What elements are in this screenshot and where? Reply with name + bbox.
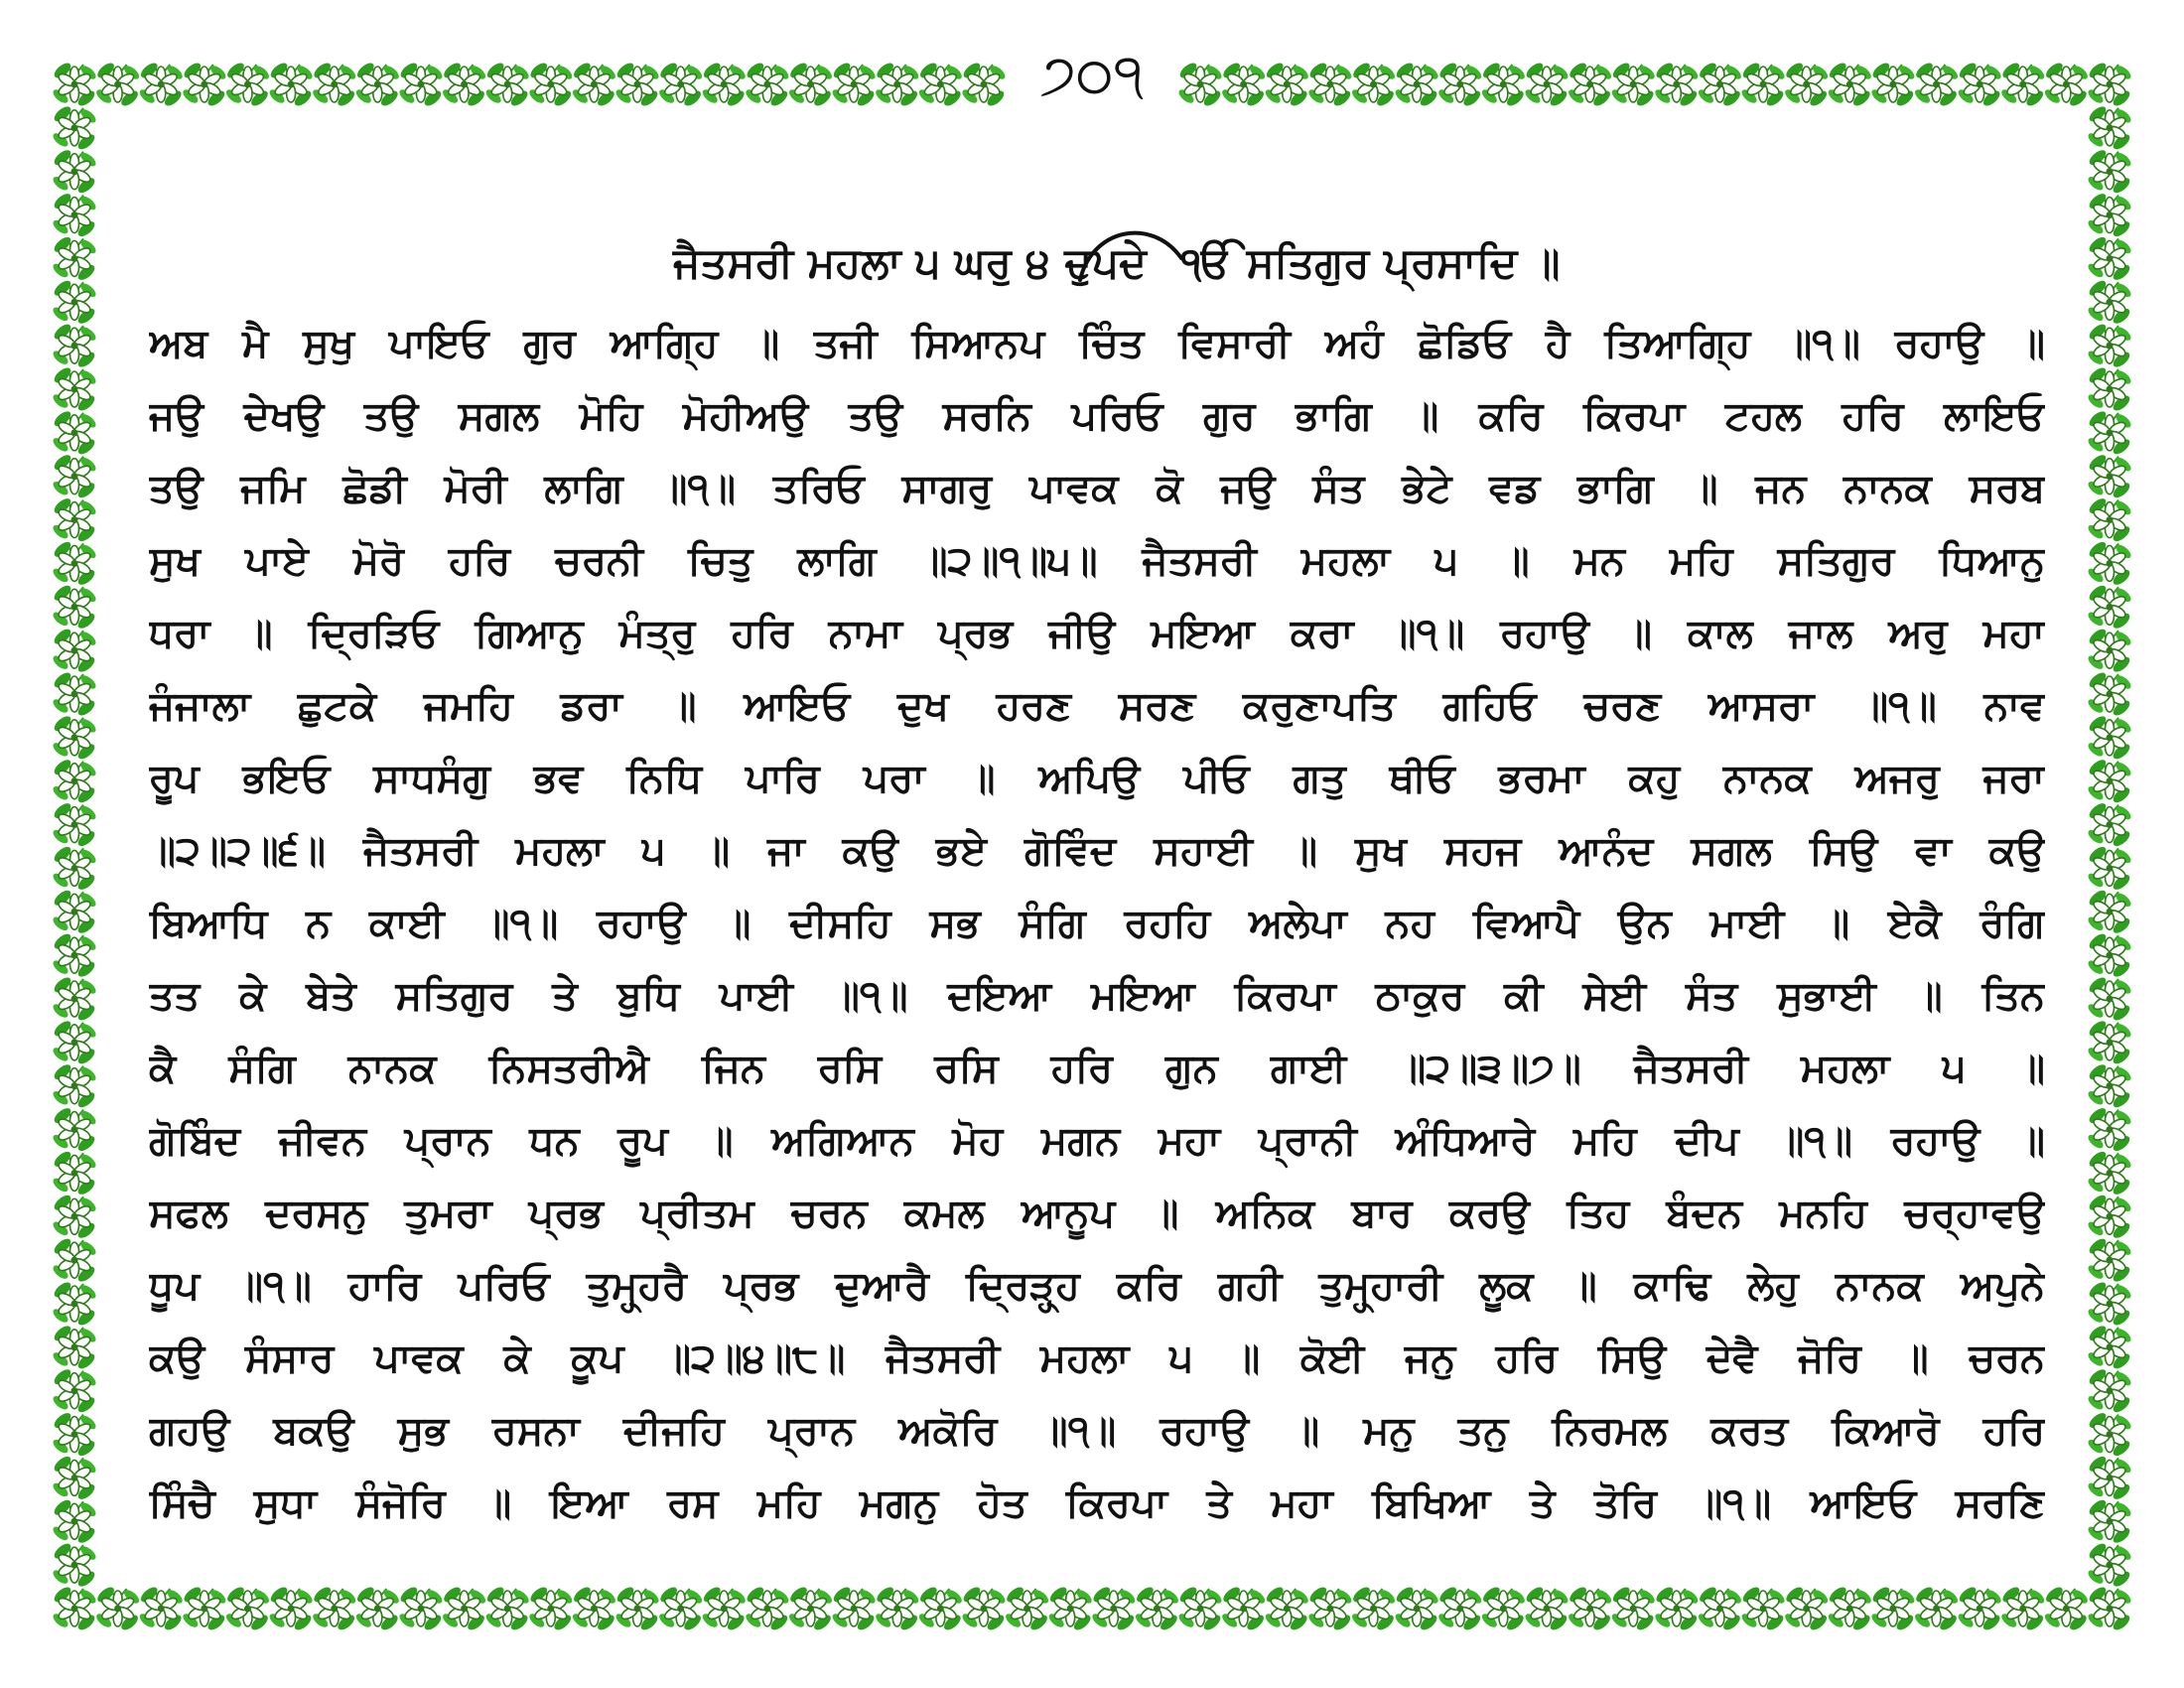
- flower-ornament-icon: [51, 104, 98, 153]
- text-line: ਗਹਉ ਬਕਉ ਸੁਭ ਰਸਨਾ ਦੀਜਹਿ ਪ੍ਰਾਨ ਅਕੋਰਿ ॥੧॥ ਰਹਾਉ ॥ ਮਨੁ ਤਨੁ ਨਿਰਮਲ ਕਰਤ ਕਿਆਰੋ ਹਰਿ: [149, 1408, 2045, 1454]
- flower-ornament-icon: [311, 61, 358, 109]
- flower-ornament-icon: [657, 61, 705, 109]
- flower-ornament-icon: [1004, 1585, 1051, 1633]
- flower-ornament-icon: [2086, 1541, 2133, 1590]
- flower-ornament-icon: [2086, 1410, 2133, 1459]
- flower-ornament-icon: [51, 147, 98, 196]
- flower-ornament-icon: [51, 1497, 98, 1546]
- flower-ornament-icon: [1827, 1585, 1874, 1633]
- flower-ornament-icon: [2086, 1497, 2133, 1546]
- flower-ornament-icon: [1869, 61, 1917, 109]
- flower-ornament-icon: [51, 1105, 98, 1154]
- flower-ornament-icon: [51, 1280, 98, 1329]
- flower-ornament-icon: [830, 1585, 878, 1633]
- flower-ornament-icon: [51, 322, 98, 370]
- heading-title: ਜੈਤਸਰੀ ਮਹਲਾ ੫ ਘਰੁ ੪ ਦੁਪਦੇ: [673, 238, 1147, 287]
- flower-ornament-icon: [2086, 1019, 2133, 1067]
- flower-ornament-icon: [354, 61, 402, 109]
- flower-ornament-icon: [1436, 61, 1484, 109]
- flower-ornament-icon: [1913, 1585, 1961, 1633]
- flower-ornament-icon: [2086, 1236, 2133, 1285]
- flower-ornament-icon: [874, 1585, 921, 1633]
- flower-ornament-icon: [51, 670, 98, 719]
- flower-ornament-icon: [51, 757, 98, 805]
- flower-ornament-icon: [830, 61, 878, 109]
- flower-ornament-icon: [51, 1541, 98, 1590]
- flower-ornament-icon: [614, 1585, 661, 1633]
- flower-ornament-icon: [441, 61, 488, 109]
- flower-ornament-icon: [51, 1585, 98, 1633]
- flower-ornament-icon: [1783, 1585, 1831, 1633]
- flower-ornament-icon: [1697, 1585, 1744, 1633]
- flower-ornament-icon: [51, 61, 98, 109]
- flower-ornament-icon: [2086, 1280, 2133, 1329]
- flower-ornament-icon: [917, 61, 965, 109]
- flower-ornament-icon: [1480, 1585, 1528, 1633]
- flower-ornament-icon: [1827, 61, 1874, 109]
- flower-ornament-icon: [1739, 1585, 1787, 1633]
- text-line: ਜਉ ਦੇਖਉ ਤਉ ਸਗਲ ਮੋਹਿ ਮੋਹੀਅਉ ਤਉ ਸਰਨਿ ਪਰਿਓ ਗੁਰ ਭਾਗਿ ॥ ਕਰਿ ਕਿਰਪਾ ਟਹਲ ਹਰਿ ਲਾਇਓ: [149, 393, 2045, 439]
- flower-ornament-icon: [51, 1236, 98, 1285]
- flower-ornament-icon: [483, 1585, 531, 1633]
- flower-ornament-icon: [181, 61, 228, 109]
- flower-ornament-icon: [1869, 1585, 1917, 1633]
- flower-ornament-icon: [1567, 61, 1614, 109]
- flower-ornament-icon: [744, 1585, 791, 1633]
- flower-ornament-icon: [787, 61, 835, 109]
- flower-ornament-icon: [1523, 61, 1570, 109]
- flower-ornament-icon: [94, 1585, 142, 1633]
- flower-ornament-icon: [2043, 1585, 2091, 1633]
- flower-ornament-icon: [1999, 1585, 2047, 1633]
- flower-ornament-icon: [1739, 61, 1787, 109]
- flower-ornament-icon: [2086, 1324, 2133, 1372]
- flower-ornament-icon: [1090, 1585, 1138, 1633]
- text-line: ਸਫਲ ਦਰਸਨੁ ਤੁਮਰਾ ਪ੍ਰਭ ਪ੍ਰੀਤਮ ਚਰਨ ਕਮਲ ਆਨੂਪ ॥ ਅਨਿਕ ਬਾਰ ਕਰਉ ਤਿਹ ਬੰਦਨ ਮਨਹਿ ਚਰ੍ਹਾਵਉ: [149, 1191, 2045, 1236]
- flower-ornament-icon: [1220, 61, 1268, 109]
- flower-ornament-icon: [1350, 61, 1398, 109]
- flower-ornament-icon: [51, 409, 98, 458]
- flower-ornament-icon: [483, 61, 531, 109]
- text-line: ਅਬ ਮੈ ਸੁਖੁ ਪਾਇਓ ਗੁਰ ਆਗਿ੍ਹ ॥ ਤਜੀ ਸਿਆਨਪ ਚਿੰਤ ਵਿਸਾਰੀ ਅਹੰ ਛੋਡਿਓ ਹੈ ਤਿਆਗਿ੍ਹ ॥੧॥ ਰਹਾਉ ॥: [149, 321, 2045, 366]
- scripture-text: [149, 308, 2045, 1540]
- page-number: ੭੦੧: [1039, 43, 1145, 107]
- flower-ornament-icon: [1480, 61, 1528, 109]
- text-line: ਕਉ ਸੰਸਾਰ ਪਾਵਕ ਕੇ ਕੂਪ ॥੨॥੪॥੮॥ ਜੈਤਸਰੀ ਮਹਲਾ ੫ ॥ ਕੋਈ ਜਨੁ ਹਰਿ ਸਿਉ ਦੇਵੈ ਜੋਰਿ ॥ ਚਰਨ: [149, 1336, 2045, 1381]
- flower-ornament-icon: [1609, 61, 1657, 109]
- text-line: ਬਿਆਧਿ ਨ ਕਾਈ ॥੧॥ ਰਹਾਉ ॥ ਦੀਸਹਿ ਸਭ ਸੰਗਿ ਰਹਹਿ ਅਲੇਪਾ ਨਹ ਵਿਆਪੈ ਉਨ ਮਾਈ ॥ ਏਕੈ ਰੰਗਿ: [149, 901, 2045, 946]
- flower-ornament-icon: [1956, 61, 2003, 109]
- flower-ornament-icon: [51, 452, 98, 500]
- flower-ornament-icon: [137, 1585, 185, 1633]
- text-line: ਗੋਬਿੰਦ ਜੀਵਨ ਪ੍ਰਾਨ ਧਨ ਰੂਪ ॥ ਅਗਿਆਨ ਮੋਹ ਮਗਨ ਮਹਾ ਪ੍ਰਾਨੀ ਅੰਧਿਆਰੇ ਮਹਿ ਦੀਪ ॥੧॥ ਰਹਾਉ ॥: [149, 1118, 2045, 1164]
- text-line: ਰੂਪ ਭਇਓ ਸਾਧਸੰਗੁ ਭਵ ਨਿਧਿ ਪਾਰਿ ਪਰਾ ॥ ਅਪਿਉ ਪੀਓ ਗਤੁ ਥੀਓ ਭਰਮਾ ਕਹੁ ਨਾਨਕ ਅਜਰੁ ਜਰਾ: [149, 756, 2045, 801]
- text-line: ਤਉ ਜਮਿ ਛੋਡੀ ਮੋਰੀ ਲਾਗਿ ॥੧॥ ਤਰਿਓ ਸਾਗਰੁ ਪਾਵਕ ਕੋ ਜਉ ਸੰਤ ਭੇਟੇ ਵਡ ਭਾਗਿ ॥ ਜਨ ਨਾਨਕ ਸਰਬ: [149, 466, 2045, 511]
- flower-ornament-icon: [1913, 61, 1961, 109]
- flower-ornament-icon: [2086, 1105, 2133, 1154]
- flower-ornament-icon: [441, 1585, 488, 1633]
- flower-ornament-icon: [2086, 1454, 2133, 1502]
- flower-ornament-icon: [700, 61, 748, 109]
- flower-ornament-icon: [51, 495, 98, 544]
- flower-ornament-icon: [397, 61, 445, 109]
- flower-ornament-icon: [1306, 1585, 1354, 1633]
- flower-ornament-icon: [51, 931, 98, 980]
- flower-ornament-icon: [51, 583, 98, 632]
- flower-ornament-icon: [51, 539, 98, 588]
- flower-ornament-icon: [224, 1585, 272, 1633]
- text-line: ਕੈ ਸੰਗਿ ਨਾਨਕ ਨਿਸਤਰੀਐ ਜਿਨ ਰਸਿ ਰਸਿ ਹਰਿ ਗੁਨ ਗਾਈ ॥੨॥੩॥੭॥ ਜੈਤਸਰੀ ਮਹਲਾ ੫ ॥: [149, 1046, 2045, 1091]
- flower-ornament-icon: [2086, 714, 2133, 763]
- flower-ornament-icon: [1653, 61, 1701, 109]
- flower-ornament-icon: [2086, 1585, 2133, 1633]
- flower-ornament-icon: [181, 1585, 228, 1633]
- flower-ornament-icon: [51, 714, 98, 763]
- flower-ornament-icon: [744, 61, 791, 109]
- flower-ornament-icon: [137, 61, 185, 109]
- flower-ornament-icon: [1134, 1585, 1181, 1633]
- flower-ornament-icon: [397, 1585, 445, 1633]
- flower-ornament-icon: [2086, 1193, 2133, 1241]
- flower-ornament-icon: [571, 61, 618, 109]
- flower-ornament-icon: [1697, 61, 1744, 109]
- flower-ornament-icon: [1567, 1585, 1614, 1633]
- flower-ornament-icon: [51, 1410, 98, 1459]
- flower-ornament-icon: [2086, 800, 2133, 849]
- flower-ornament-icon: [1393, 1585, 1440, 1633]
- heading-invocation: ੴ ਸਤਿਗੁਰ ਪ੍ਰਸਾਦਿ ॥: [1181, 238, 1561, 287]
- flower-ornament-icon: [1046, 1585, 1094, 1633]
- flower-ornament-icon: [51, 627, 98, 675]
- flower-ornament-icon: [1783, 61, 1831, 109]
- flower-ornament-icon: [51, 365, 98, 414]
- flower-ornament-icon: [2086, 670, 2133, 719]
- flower-ornament-icon: [2086, 104, 2133, 153]
- flower-ornament-icon: [2086, 147, 2133, 196]
- flower-ornament-icon: [571, 1585, 618, 1633]
- flower-ornament-icon: [267, 1585, 315, 1633]
- flower-ornament-icon: [2086, 1149, 2133, 1197]
- flower-ornament-icon: [1263, 61, 1310, 109]
- flower-ornament-icon: [311, 1585, 358, 1633]
- flower-ornament-icon: [527, 61, 575, 109]
- flower-ornament-icon: [2086, 61, 2133, 109]
- flower-ornament-icon: [51, 1061, 98, 1110]
- flower-ornament-icon: [2086, 1366, 2133, 1415]
- flower-ornament-icon: [1523, 1585, 1570, 1633]
- flower-ornament-icon: [51, 1454, 98, 1502]
- flower-ornament-icon: [527, 1585, 575, 1633]
- flower-ornament-icon: [1609, 1585, 1657, 1633]
- flower-ornament-icon: [51, 975, 98, 1024]
- flower-ornament-icon: [2086, 539, 2133, 588]
- flower-ornament-icon: [2086, 888, 2133, 936]
- flower-ornament-icon: [1350, 1585, 1398, 1633]
- flower-ornament-icon: [1999, 61, 2047, 109]
- flower-ornament-icon: [2086, 627, 2133, 675]
- flower-ornament-icon: [2086, 1061, 2133, 1110]
- flower-ornament-icon: [51, 1366, 98, 1415]
- flower-ornament-icon: [1436, 1585, 1484, 1633]
- flower-ornament-icon: [354, 1585, 402, 1633]
- text-line: ਸੁਖ ਪਾਏ ਮੋਰੋ ਹਰਿ ਚਰਨੀ ਚਿਤੁ ਲਾਗਿ ॥੨॥੧॥੫॥ ਜੈਤਸਰੀ ਮਹਲਾ ੫ ॥ ਮਨ ਮਹਿ ਸਤਿਗੁਰ ਧਿਆਨੁ: [149, 538, 2045, 584]
- flower-ornament-icon: [2086, 409, 2133, 458]
- text-line: ਜੰਜਾਲਾ ਛੁਟਕੇ ਜਮਹਿ ਡਰਾ ॥ ਆਇਓ ਦੁਖ ਹਰਣ ਸਰਣ ਕਰੁਣਾਪਤਿ ਗਹਿਓ ਚਰਣ ਆਸਰਾ ॥੧॥ ਨਾਵ: [149, 683, 2045, 729]
- flower-ornament-icon: [787, 1585, 835, 1633]
- text-line: ਧਰਾ ॥ ਦ੍ਰਿੜਿਓ ਗਿਆਨੁ ਮੰਤ੍ਰੁ ਹਰਿ ਨਾਮਾ ਪ੍ਰਭ ਜੀਉ ਮਇਆ ਕਰਾ ॥੧॥ ਰਹਾਉ ॥ ਕਾਲ ਜਾਲ ਅਰੁ ਮਹਾ: [149, 611, 2045, 656]
- flower-ornament-icon: [700, 1585, 748, 1633]
- flower-ornament-icon: [2086, 757, 2133, 805]
- flower-ornament-icon: [2086, 365, 2133, 414]
- flower-ornament-icon: [960, 1585, 1008, 1633]
- flower-ornament-icon: [224, 61, 272, 109]
- text-line: ਸਿੰਚੈ ਸੁਧਾ ਸੰਜੋਰਿ ॥ ਇਆ ਰਸ ਮਹਿ ਮਗਨੁ ਹੋਤ ਕਿਰਪਾ ਤੇ ਮਹਾ ਬਿਖਿਆ ਤੇ ਤੋਰਿ ॥੧॥ ਆਇਓ ਸਰਣਿ: [149, 1480, 2045, 1526]
- onkar-arc-icon: [1072, 218, 1191, 288]
- flower-ornament-icon: [2086, 975, 2133, 1024]
- flower-ornament-icon: [267, 61, 315, 109]
- flower-ornament-icon: [917, 1585, 965, 1633]
- flower-ornament-icon: [657, 1585, 705, 1633]
- flower-ornament-icon: [1653, 1585, 1701, 1633]
- flower-ornament-icon: [1176, 1585, 1224, 1633]
- flower-ornament-icon: [51, 1019, 98, 1067]
- section-heading: [0, 218, 2184, 308]
- flower-ornament-icon: [960, 61, 1008, 109]
- flower-ornament-icon: [51, 888, 98, 936]
- text-line: ॥੨॥੨॥੬॥ ਜੈਤਸਰੀ ਮਹਲਾ ੫ ॥ ਜਾ ਕਉ ਭਏ ਗੋਵਿੰਦ ਸਹਾਈ ॥ ਸੁਖ ਸਹਜ ਆਨੰਦ ਸਗਲ ਸਿਉ ਵਾ ਕਉ: [149, 828, 2045, 874]
- flower-ornament-icon: [51, 800, 98, 849]
- flower-ornament-icon: [1176, 61, 1224, 109]
- flower-ornament-icon: [2086, 931, 2133, 980]
- flower-ornament-icon: [1306, 61, 1354, 109]
- flower-ornament-icon: [1220, 1585, 1268, 1633]
- flower-ornament-icon: [1263, 1585, 1310, 1633]
- flower-ornament-icon: [2086, 322, 2133, 370]
- text-line: ਧੂਪ ॥੧॥ ਹਾਰਿ ਪਰਿਓ ਤੁਮ੍ਹ੍ਹਰੈ ਪ੍ਰਭ ਦੁਆਰੈ ਦ੍ਰਿੜ੍ਹ੍ਹ ਕਰਿ ਗਹੀ ਤੁਮ੍ਹ੍ਹਾਰੀ ਲੂਕ ॥ ਕਾਢਿ ਲੇਹੁ ਨਾਨਕ ਅਪੁਨੇ: [149, 1263, 2045, 1309]
- flower-ornament-icon: [2086, 844, 2133, 893]
- flower-ornament-icon: [614, 61, 661, 109]
- flower-ornament-icon: [874, 61, 921, 109]
- flower-ornament-icon: [94, 61, 142, 109]
- flower-ornament-icon: [51, 1324, 98, 1372]
- flower-ornament-icon: [2086, 495, 2133, 544]
- flower-ornament-icon: [51, 844, 98, 893]
- flower-ornament-icon: [1393, 61, 1440, 109]
- flower-ornament-icon: [2086, 583, 2133, 632]
- flower-ornament-icon: [51, 1193, 98, 1241]
- flower-ornament-icon: [2043, 61, 2091, 109]
- flower-ornament-icon: [51, 1149, 98, 1197]
- text-line: ਤਤ ਕੇ ਬੇਤੇ ਸਤਿਗੁਰ ਤੇ ਬੁਧਿ ਪਾਈ ॥੧॥ ਦਇਆ ਮਇਆ ਕਿਰਪਾ ਠਾਕੁਰ ਕੀ ਸੇਈ ਸੰਤ ਸੁਭਾਈ ॥ ਤਿਨ: [149, 973, 2045, 1019]
- flower-ornament-icon: [2086, 452, 2133, 500]
- flower-ornament-icon: [1956, 1585, 2003, 1633]
